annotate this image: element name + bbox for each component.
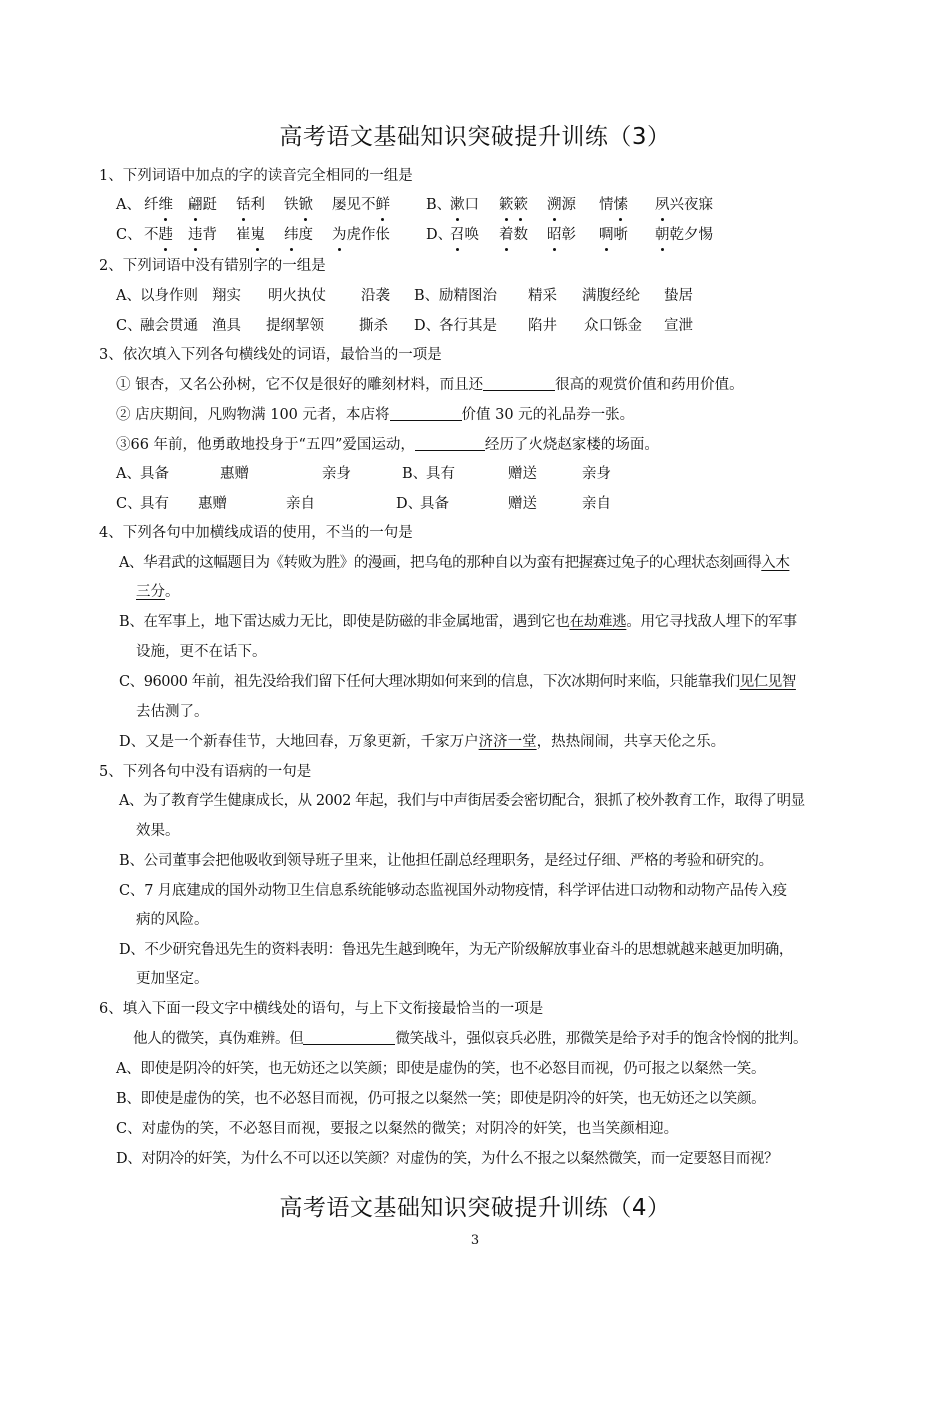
q3-d-label: D、 [396,496,423,512]
underlined-idiom: 三分 [136,584,165,600]
q6-passage: 他人的微笑，真伪难辨。但 微笑战斗，强似哀兵必胜，那微笑是给予对手的饱含怜悯的批判。 [133,1031,808,1047]
q2-d-word: 宣泄 [664,318,693,334]
q4-option-a-cont: 三分。 [136,584,180,600]
q4-option-c-cont: 去估测了。 [136,704,209,720]
q3-c-label: C、 [116,496,142,512]
q2-a-word: 翔实 [212,288,241,304]
q2-d-word: 陷井 [528,318,557,334]
q4-option-d: D、又是一个新春佳节，大地回春，万象更新，千家万户济济一堂，热热闹闹，共享天伦之乐。 [119,734,726,750]
q4-option-c: C、96000 年前，祖先没给我们留下任何大理冰期如何来到的信息，下次冰期何时来临，只能靠我们见仁见智 [119,674,796,690]
answer-blank [483,376,555,391]
q4-stem: 4、下列各句中加横线成语的使用，不当的一句是 [99,525,413,541]
q1-c-word: 为虎作伥 [332,227,390,243]
q1-d-word: 啁哳 [599,227,628,243]
q2-b-word: 精采 [528,288,557,304]
q3-a-word: 惠赠 [220,466,249,482]
answer-blank [415,436,485,451]
q1-c-word: 违背 [188,227,217,243]
q5-option-b: B、公司董事会把他吸收到领导班子里来，让他担任副总经理职务，是经过仔细、严格的考验和研究的。 [119,853,773,869]
q2-a-word: 明火执仗 [268,288,326,304]
q1-c-word: 纬度 [284,227,313,243]
q2-c-word: 提纲挈领 [266,318,324,334]
q1-a-word: 铁锨 [284,197,313,213]
q1-d-word: 召唤 [450,227,479,243]
underlined-idiom: 济济一堂 [478,734,537,750]
q1-d-word: 昭彰 [547,227,576,243]
q2-b-label: B、 [414,288,440,304]
q1-stem: 1、下列词语中加点的字的读音完全相同的一组是 [99,168,413,184]
q5-option-d: D、不少研究鲁迅先生的资料表明：鲁迅先生越到晚年，为无产阶级解放事业奋斗的思想就越来越更加明确， [119,942,793,958]
q2-c-word: 渔具 [212,318,241,334]
q1-b-word: 漱口 [450,197,479,213]
q1-b-label: B、 [426,197,452,213]
answer-blank [390,406,462,421]
underlined-idiom: 在劫难逃 [569,614,627,630]
q6-stem: 6、填入下面一段文字中横线处的语句，与上下文衔接最恰当的一项是 [99,1001,544,1017]
q4-option-b: B、在军事上，地下雷达威力无比，即使是防磁的非金属地雷，遇到它也在劫难逃。用它寻找敌人埋下的军事 [119,614,797,630]
q6-option-b: B、即使是虚伪的笑，也不必怒目而视，仍可报之以粲然一笑；即使是阴冷的奸笑，也无妨还之以笑颜。 [116,1091,766,1107]
q3-sentence-1: ① 银杏，又名公孙树，它不仅是很好的雕刻材料，而且还 很高的观赏价值和药用价值。 [116,377,744,393]
q3-d-word: 具备 [420,496,449,512]
q1-d-label: D、 [426,227,453,243]
q3-b-word: 亲身 [582,466,611,482]
q2-d-word: 各行其是 [439,318,497,334]
q1-a-word: 翩跹 [188,197,217,213]
q5-option-d-cont: 更加坚定。 [136,971,209,987]
q3-a-word: 具备 [140,466,169,482]
q5-option-c: C、7 月底建成的国外动物卫生信息系统能够动态监视国外动物疫情，科学评估进口动物和动物产品传入疫 [119,883,787,899]
q3-stem: 3、依次填入下列各句横线处的词语，最恰当的一项是 [99,347,442,363]
q5-option-c-cont: 病的风险。 [136,912,209,928]
q3-sentence-2: ② 店庆期间，凡购物满 100 元者，本店将 价值 30 元的礼品券一张。 [116,407,635,423]
q1-d-word: 朝乾夕惕 [655,227,713,243]
q2-a-word: 以身作则 [140,288,198,304]
q5-stem: 5、下列各句中没有语病的一句是 [99,764,312,780]
q1-b-word: 夙兴夜寐 [655,197,713,213]
q3-b-label: B、 [402,466,428,482]
q2-c-word: 融会贯通 [140,318,198,334]
q6-option-c: C、对虚伪的笑，不必怒目而视，要报之以粲然的微笑；对阴冷的奸笑，也当笑颜相迎。 [116,1121,679,1137]
q2-b-word: 蛰居 [664,288,693,304]
q1-a-word: 屡见不鲜 [332,197,390,213]
q1-b-word: 情愫 [599,197,628,213]
q2-b-word: 满腹经纶 [582,288,640,304]
q2-b-word: 励精图治 [439,288,497,304]
q6-option-d: D、对阴冷的奸笑，为什么不可以还以笑颜？对虚伪的笑，为什么不报之以粲然微笑，而一定要怒目而视？ [116,1151,779,1167]
q3-c-word: 惠赠 [198,496,227,512]
q2-a-word: 沿袭 [361,288,390,304]
q3-a-word: 亲身 [322,466,351,482]
q2-stem: 2、下列词语中没有错别字的一组是 [99,258,326,274]
q1-d-word: 着数 [499,227,528,243]
q3-c-word: 亲自 [286,496,315,512]
q4-option-a: A、华君武的这幅题目为《转败为胜》的漫画，把乌龟的那种自以为蛮有把握赛过兔子的心理状态刻画得入木 [119,555,790,571]
q4-option-b-cont: 设施，更不在话下。 [136,644,267,660]
q1-c-label: C、 [116,227,142,243]
q3-c-word: 具有 [140,496,169,512]
q2-d-label: D、 [414,318,441,334]
q2-c-label: C、 [116,318,142,334]
q1-c-word: 不韪 [144,227,173,243]
q1-b-word: 簌簌 [499,197,528,213]
q3-a-label: A、 [116,466,141,482]
q1-a-word: 铦利 [236,197,265,213]
q2-d-word: 众口铄金 [584,318,642,334]
q1-b-word: 溯源 [547,197,576,213]
q5-option-a-cont: 效果。 [136,823,180,839]
q3-b-word: 具有 [426,466,455,482]
q1-a-word: 纤维 [144,197,173,213]
worksheet-title-3: 高考语文基础知识突破提升训练（3） [279,124,671,150]
q1-c-word: 崔嵬 [236,227,265,243]
q3-d-word: 亲自 [582,496,611,512]
q5-option-a: A、为了教育学生健康成长，从 2002 年起，我们与中声街居委会密切配合，狠抓了校外教育工作，取得了明显 [119,793,805,809]
q2-a-label: A、 [116,288,141,304]
q2-c-word: 撕杀 [359,318,388,334]
q6-option-a: A、即使是阴冷的奸笑，也无妨还之以笑颜；即使是虚伪的笑，也不必怒目而视，仍可报之以粲然一笑。 [116,1061,766,1077]
underlined-idiom: 入木 [761,555,790,571]
worksheet-title-4: 高考语文基础知识突破提升训练（4） [279,1195,671,1221]
page-number: 3 [470,1233,480,1248]
answer-blank [303,1030,395,1045]
q3-d-word: 赠送 [508,496,537,512]
q3-sentence-3: ③66 年前，他勇敢地投身于“五四”爱国运动， 经历了火烧赵家楼的场面。 [116,437,659,453]
underlined-idiom: 见仁见智 [739,674,796,690]
q3-b-word: 赠送 [508,466,537,482]
q1-a-label: A、 [116,197,141,213]
